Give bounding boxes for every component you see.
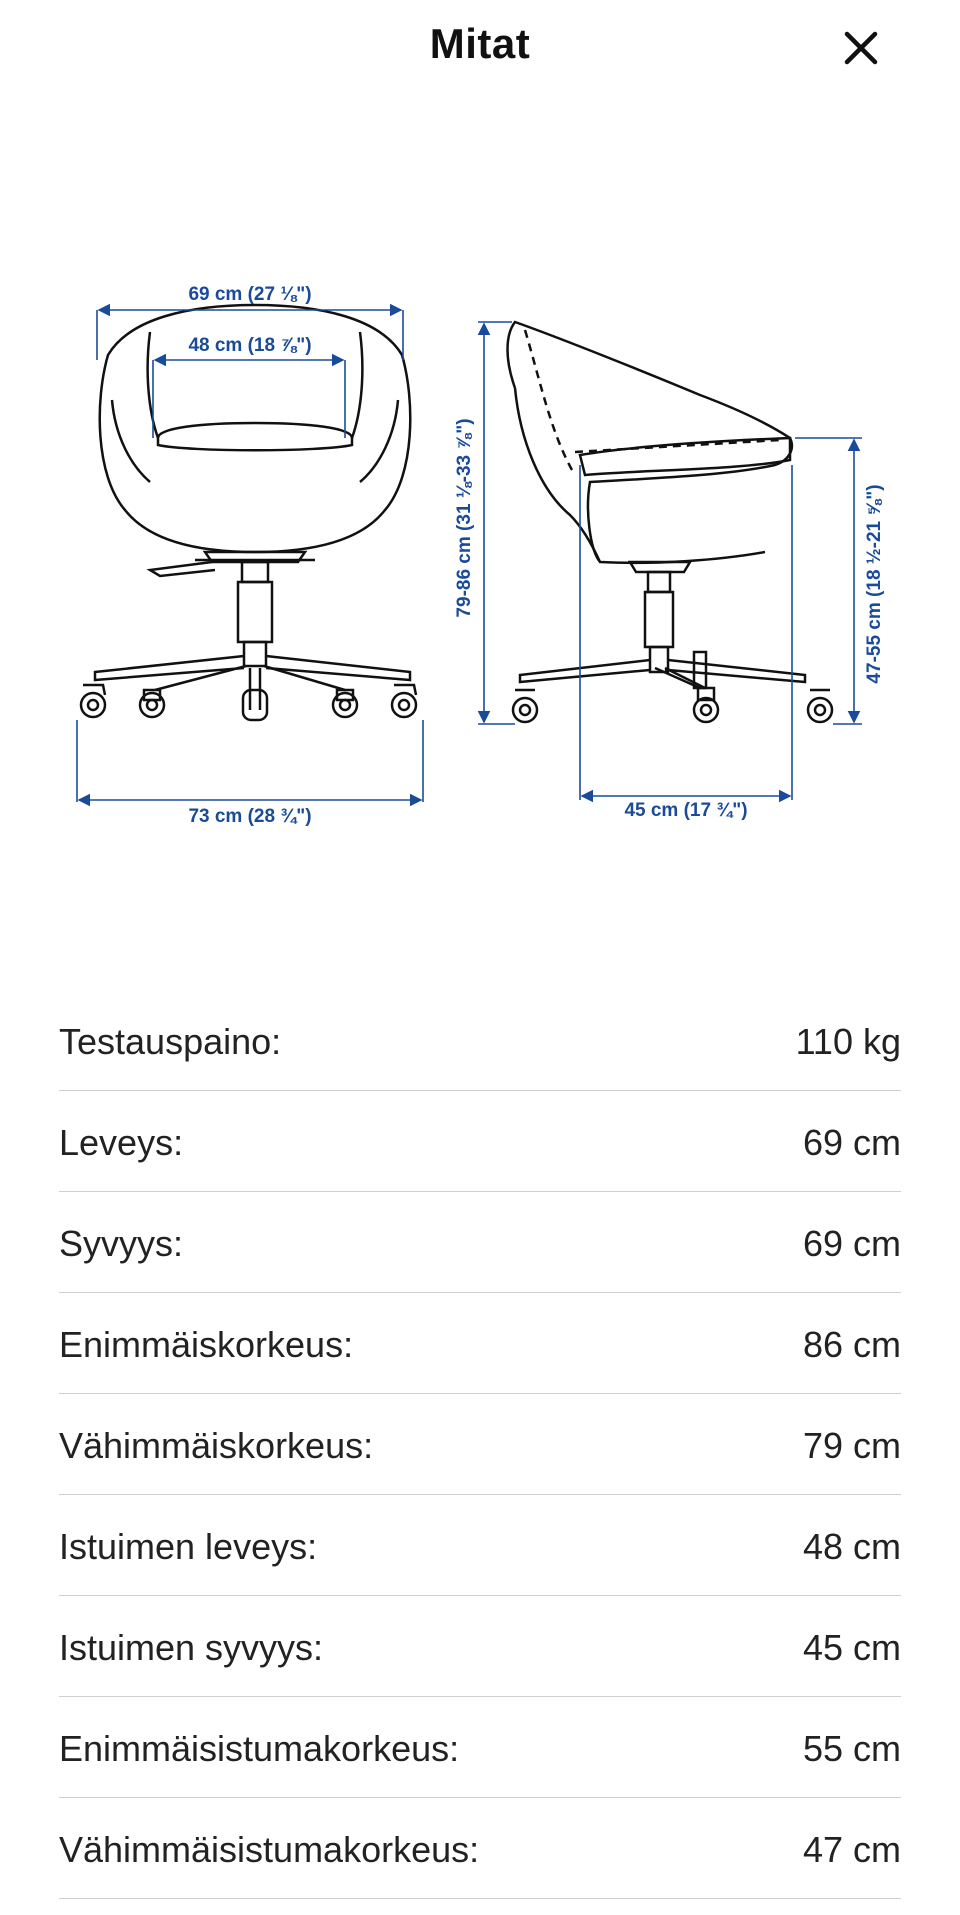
spec-label: Vähimmäisistumakorkeus: xyxy=(59,1829,480,1870)
spec-row-max-seat-height xyxy=(59,1697,901,1798)
spec-value: 45 cm xyxy=(802,1627,901,1668)
spec-value: 69 cm xyxy=(802,1122,901,1163)
side-view-chair xyxy=(508,322,833,722)
spec-label: Vähimmäiskorkeus: xyxy=(59,1425,374,1466)
spec-label: Leveys: xyxy=(59,1122,184,1163)
spec-row-seat-depth xyxy=(59,1596,901,1697)
close-icon xyxy=(844,31,878,65)
spec-value: 86 cm xyxy=(802,1324,901,1365)
front-base-width-label: 73 cm (28 ¾") xyxy=(188,806,312,827)
front-overall-width-label: 69 cm (27 ⅛") xyxy=(188,284,312,305)
spec-row-width xyxy=(59,1091,901,1192)
spec-label: Enimmäiskorkeus: xyxy=(59,1324,354,1365)
spec-row-max-height xyxy=(59,1293,901,1394)
spec-row-min-seat-height xyxy=(59,1798,901,1899)
spec-value: 69 cm xyxy=(802,1223,901,1264)
spec-value: 79 cm xyxy=(802,1425,901,1466)
side-seat-height-label: 47-55 cm (18 ½-21 ⅝") xyxy=(864,484,885,684)
spec-row-min-height xyxy=(59,1394,901,1495)
dimension-drawing xyxy=(0,260,960,860)
spec-row-depth xyxy=(59,1192,901,1293)
spec-row-seat-width xyxy=(59,1495,901,1596)
spec-label: Syvyys: xyxy=(59,1223,184,1264)
side-height-label: 79-86 cm (31 ⅛-33 ⅞") xyxy=(454,418,475,618)
specs-list xyxy=(59,990,901,1899)
spec-label: Istuimen syvyys: xyxy=(59,1627,324,1668)
page-title: Mitat xyxy=(429,20,531,67)
dimension-diagram xyxy=(0,260,960,860)
front-dimensions xyxy=(77,310,423,802)
front-seat-width-label: 48 cm (18 ⅞") xyxy=(188,335,312,356)
spec-label: Enimmäisistumakorkeus: xyxy=(59,1728,460,1769)
front-view-chair xyxy=(81,305,416,720)
spec-value: 48 cm xyxy=(802,1526,901,1567)
spec-row-test-weight xyxy=(59,990,901,1091)
side-seat-depth-label: 45 cm (17 ¾") xyxy=(624,800,748,821)
spec-label: Testauspaino: xyxy=(59,1021,282,1062)
spec-value: 55 cm xyxy=(802,1728,901,1769)
close-button[interactable] xyxy=(835,22,887,74)
sheet-header xyxy=(0,0,960,95)
spec-label: Istuimen leveys: xyxy=(59,1526,318,1567)
spec-value: 47 cm xyxy=(802,1829,901,1870)
spec-value: 110 kg xyxy=(795,1021,901,1062)
